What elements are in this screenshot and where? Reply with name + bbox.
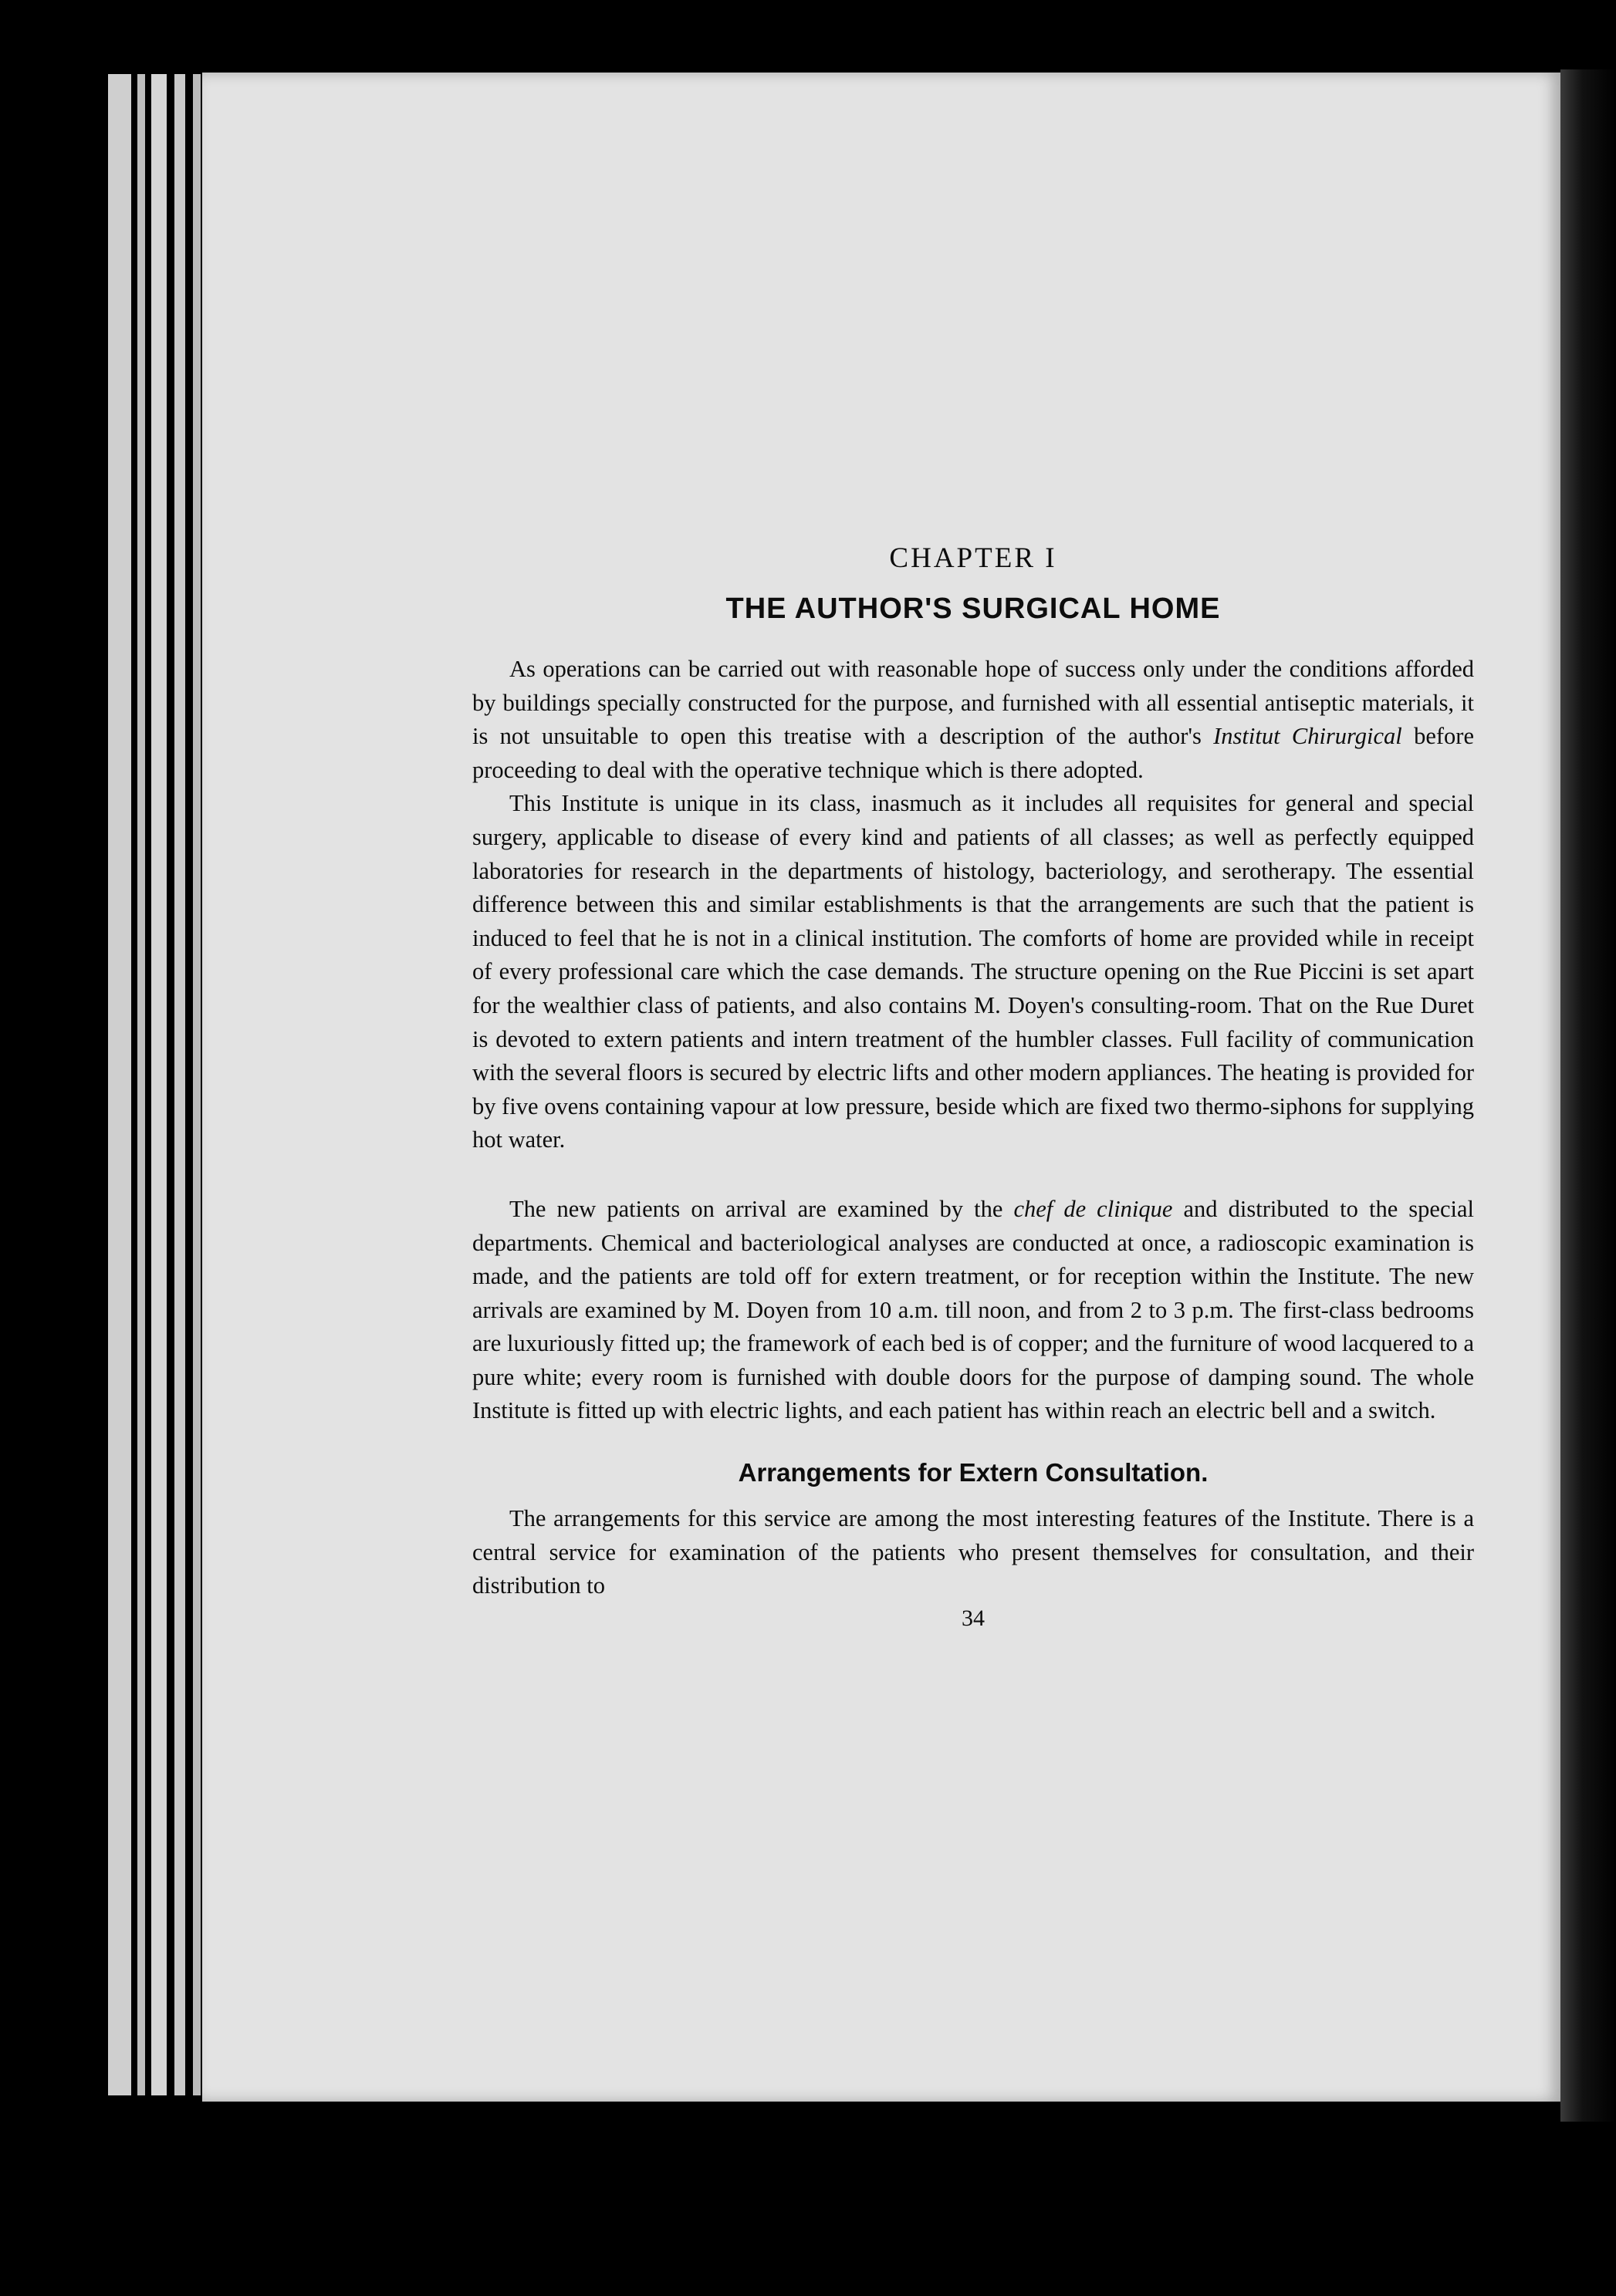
paragraph: The arrangements for this service are among the most interesting features of the Institute. There is a central service for examination of the patients who present themselves for consultation, and their distribution to <box>472 1505 1474 1599</box>
chapter-title: THE AUTHOR'S SURGICAL HOME <box>725 593 1221 625</box>
page-text <box>472 542 1474 1634</box>
paragraph <box>472 653 1474 787</box>
page-edge <box>108 74 131 2095</box>
section-heading: Arrangements for Extern Consultation. <box>738 1458 1209 1487</box>
page-number: 34 <box>962 1605 985 1631</box>
chapter-label: CHAPTER I <box>889 542 1057 574</box>
book-binding <box>1560 69 1616 2122</box>
page-edge <box>151 74 167 2095</box>
page-edge <box>137 74 145 2095</box>
paragraph <box>472 1193 1474 1428</box>
paragraph-text: As operations can be carried out with reasonable hope of success only under the conditions afforded by buildings specially constructed for the purpose, and furnished with all essential antiseptic materials, it is not unsuitable to open this treatise with a description of the author's <box>472 656 1474 750</box>
page-edge <box>174 74 185 2095</box>
paragraph-text: before proceeding to deal with the operative technique which is there adopted. <box>472 723 1474 783</box>
paragraph: This Institute is unique in its class, inasmuch as it includes all requisites for general and special surgery, applicable to disease of every kind and patients of all classes; as well as perfectly equipped laboratories for research in the departments of histology, bacteriology, and serotherapy. The essential difference between this and similar establishments is that the arrangements are such that the patient is induced to feel that he is not in a clinical institution. The comforts of home are provided while in receipt of every professional care which the case demands. The structure opening on the Rue Piccini is set apart for the wealthier class of patients, and also contains M. Doyen's consulting-room. That on the Rue Duret is devoted to extern patients and intern treatment of the humbler classes. Full facility of communication with the several floors is secured by electric lifts and other modern appliances. The heating is provided for by five ovens containing vapour at low pressure, beside which are fixed two thermo-siphons for supplying hot water. <box>472 790 1474 1153</box>
italic-phrase: chef de clinique <box>1013 1195 1173 1222</box>
italic-phrase: Institut Chirurgical <box>1213 723 1402 750</box>
paragraph-text: The new patients on arrival are examined by the <box>509 1195 1014 1222</box>
page-edge <box>193 74 201 2095</box>
paragraph-text: and distributed to the special departments. Chemical and bacteriological analyses are conducted at once, a radioscopic examination is made, and the patients are told off for extern treatment, or for reception within the Institute. The new arrivals are examined by M. Doyen from 10 a.m. till noon, and from 2 to 3 p.m. The first-class bedrooms are luxuriously fitted up; the framework of each bed is of copper; and the furniture of wood lacquered to a pure white; every room is furnished with double doors for the purpose of damping sound. The whole Institute is fitted up with electric lights, and each patient has within reach an electric bell and a switch. <box>472 1195 1474 1424</box>
